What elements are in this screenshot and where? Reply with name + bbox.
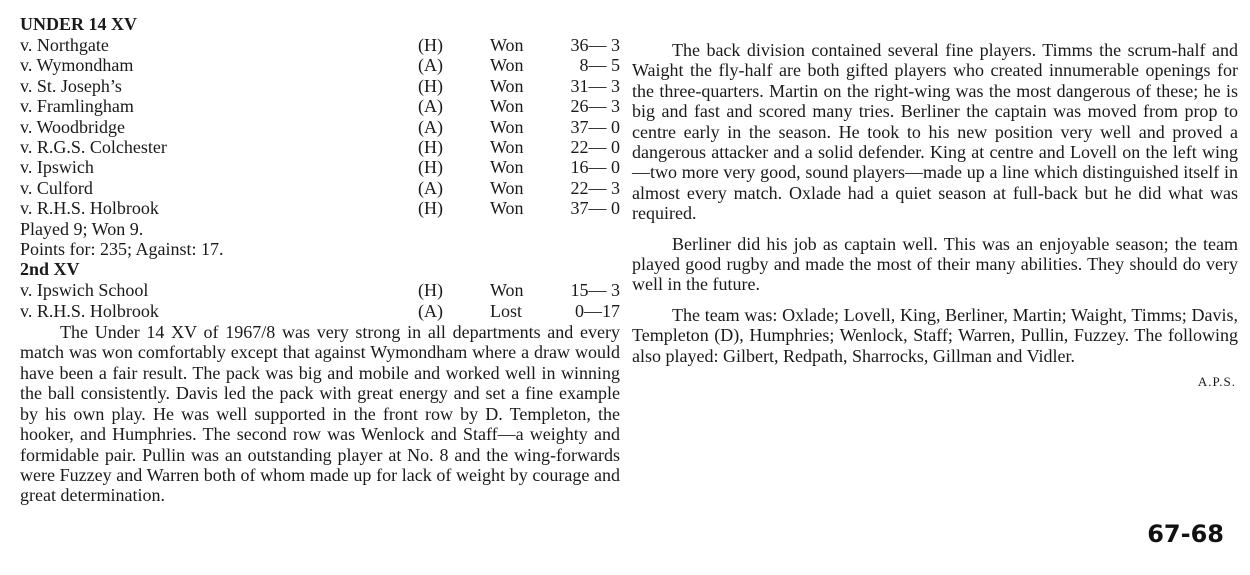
fixture-opponent: v. Ipswich [20, 157, 94, 178]
fixture-row [20, 178, 620, 198]
fixture-opponent: v. Framlingham [20, 96, 134, 117]
u14-report-paragraph: The Under 14 XV of 1967/8 was very strong in all departments and every match was won comfortably except that against Wymondham where a draw would have been a fair result. The pack was big and mobile and worked well in winning the ball consistently. Davis led the pack with great energy and set a fine example by his own play. He was well supported in the front row by D. Templeton, the hooker, and Humphries. The second row was Wenlock and Staff—a weighty and formidable pair. Pullin was an outstanding player at No. 8 and the wing-forwards were Fuzzey and Warren both of whom made up for lack of weight by courage and great determination. [20, 322, 620, 506]
fixture-score: 26— 3 [570, 96, 620, 117]
backs-paragraph: The back division contained several fine players. Timms the scrum-half and Waight the fly-half are both gifted players who created innumerable openings for the three-quarters. Martin on the right-wing was the most dangerous of these; he is big and fast and scored many tries. Berliner the captain was moved from prop to centre early in the season. He took to his new position very well and proved a dangerous attacker and a solid defender. King at centre and Lovell on the left wing—two more very good, sound players—made up a line which distinguished itself in almost every match. Oxlade had a quiet season at full-back but he did what was required. [632, 40, 1238, 224]
fixture-opponent: v. Culford [20, 177, 93, 198]
fixture-score: 37— 0 [570, 116, 620, 137]
u14-fixtures-list [20, 35, 620, 219]
page-reference: 67-68 [1147, 520, 1224, 548]
fixture-venue: (A) [418, 55, 443, 76]
fixture-row [20, 301, 620, 321]
fixture-result: Won [490, 157, 524, 178]
u14-points-summary: Points for: 235; Against: 17. [20, 238, 224, 259]
author-initials: A.P.S. [1197, 374, 1236, 390]
fixture-opponent: v. Wymondham [20, 55, 134, 76]
fixture-venue: (A) [418, 300, 443, 321]
fixture-result: Won [490, 198, 524, 219]
fixture-opponent: v. R.G.S. Colchester [20, 136, 167, 157]
left-column [20, 14, 620, 506]
fixture-venue: (A) [418, 116, 443, 137]
fixture-row [20, 280, 620, 300]
fixture-result: Won [490, 136, 524, 157]
fixture-result: Won [490, 96, 524, 117]
fixture-score: 0—17 [575, 300, 620, 321]
u14-played-summary: Played 9; Won 9. [20, 218, 144, 239]
fixture-result: Won [490, 75, 524, 96]
fixture-score: 16— 0 [570, 157, 620, 178]
fixture-venue: (H) [418, 136, 443, 157]
second-xv-fixtures-list [20, 280, 620, 321]
fixture-venue: (H) [418, 75, 443, 96]
fixture-row [20, 96, 620, 116]
fixture-result: Won [490, 55, 524, 76]
fixture-score: 22— 3 [570, 177, 620, 198]
fixture-score: 8— 5 [579, 55, 620, 76]
fixture-row [20, 76, 620, 96]
fixture-venue: (H) [418, 198, 443, 219]
right-column [632, 40, 1238, 390]
fixture-result: Won [490, 280, 524, 301]
team-list-paragraph: The team was: Oxlade; Lovell, King, Berliner, Martin; Waight, Timms; Davis, Templeton (D), Humphries; Wenlock, Staff; Warren, Pullin, Fuzzey. The following also played: Gilbert, Redpath, Sharrocks, Gillman and Vidler. [632, 304, 1238, 366]
fixture-score: 31— 3 [570, 75, 620, 96]
fixture-score: 15— 3 [570, 280, 620, 301]
fixture-opponent: v. Ipswich School [20, 280, 149, 301]
fixture-score: 22— 0 [570, 136, 620, 157]
second-xv-heading: 2nd XV [20, 259, 80, 280]
fixture-result: Won [490, 35, 524, 55]
fixture-venue: (H) [418, 280, 443, 301]
fixture-opponent: v. Woodbridge [20, 116, 126, 137]
fixture-opponent: v. St. Joseph’s [20, 75, 122, 96]
captain-paragraph: Berliner did his job as captain well. This was an enjoyable season; the team played good rugby and made the most of their many abilities. They should do very well in the future. [632, 233, 1238, 295]
fixture-result: Won [490, 116, 524, 137]
fixture-row [20, 157, 620, 177]
fixture-row [20, 35, 620, 55]
fixture-venue: (A) [418, 177, 443, 198]
fixture-venue: (H) [418, 157, 443, 178]
fixture-result: Won [490, 177, 524, 198]
fixture-venue: (H) [418, 35, 443, 55]
fixture-row [20, 137, 620, 157]
fixture-row [20, 55, 620, 75]
fixture-venue: (A) [418, 96, 443, 117]
fixture-score: 36— 3 [570, 35, 620, 55]
fixture-row [20, 198, 620, 218]
fixture-score: 37— 0 [570, 198, 620, 219]
fixture-result: Lost [490, 300, 523, 321]
fixture-opponent: v. R.H.S. Holbrook [20, 198, 159, 219]
fixture-opponent: v. Northgate [20, 35, 109, 55]
fixture-opponent: v. R.H.S. Holbrook [20, 300, 159, 321]
fixture-row [20, 117, 620, 137]
u14-heading: UNDER 14 XV [20, 14, 137, 34]
